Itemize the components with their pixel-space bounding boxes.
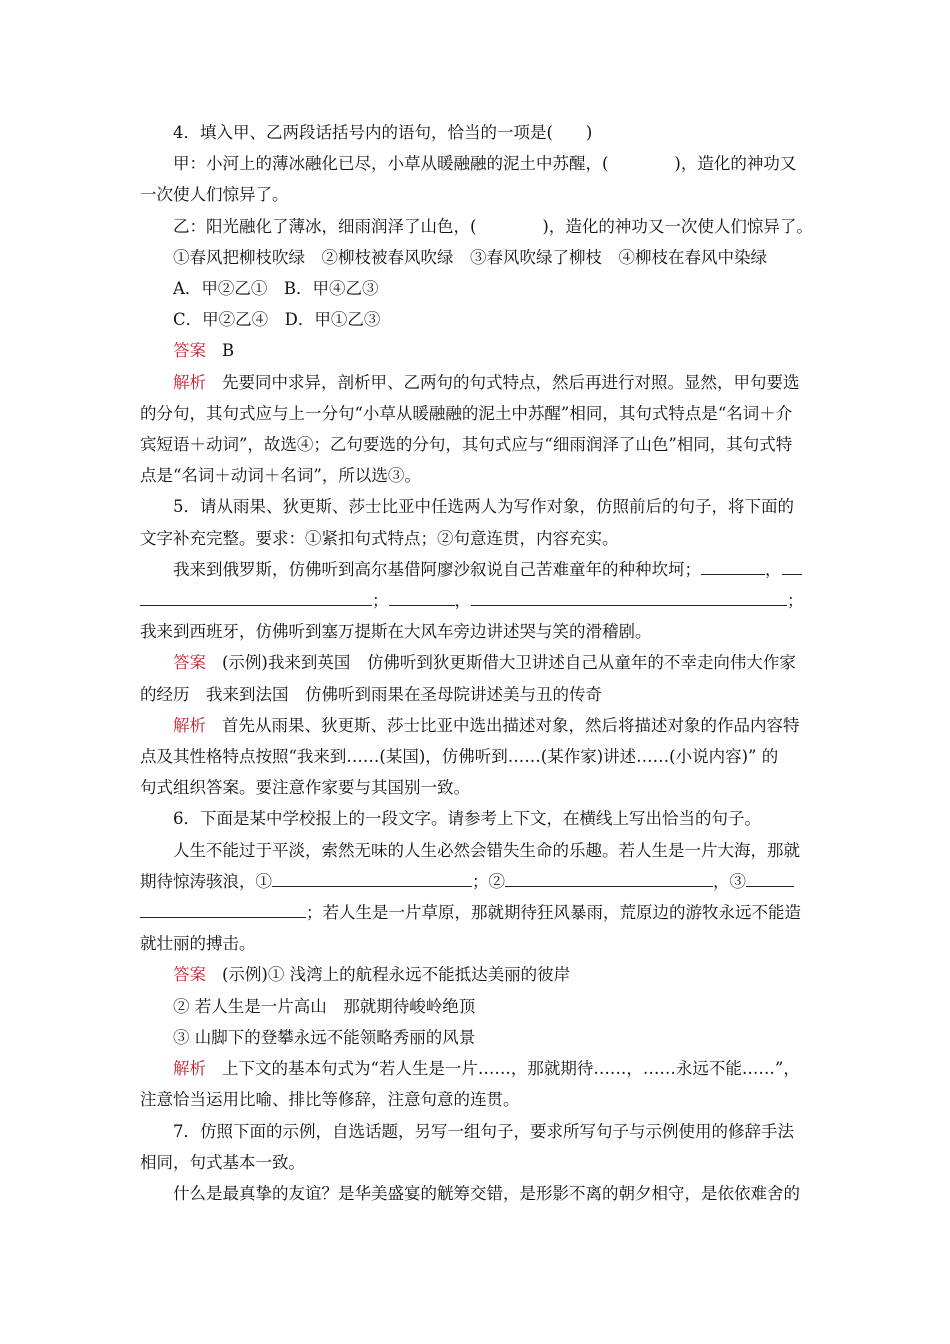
q4-analysis-line2: 的分句，其句式应与上一分句“小草从暖融融的泥土中苏醒”相同，其句式特点是“名词＋介	[140, 403, 793, 423]
comma: ，	[454, 591, 471, 611]
analysis-label: 解析	[173, 372, 206, 392]
q6-text-line2	[140, 866, 816, 897]
blank-line	[782, 558, 802, 575]
answer-text: (示例)① 浅湾上的航程永远不能抵达美丽的彼岸	[222, 965, 571, 985]
blank-line	[505, 870, 713, 887]
q4-jia-line2: 一次使人们惊异了。	[140, 185, 289, 205]
q6-text-line4: 就壮丽的搏击。	[140, 934, 256, 954]
q5-analysis-line2: 点及其性格特点按照“我来到……(某国)，仿佛听到……(某作家)讲述……(小说内容)” 的	[140, 747, 779, 767]
q4-analysis-line1	[140, 367, 816, 398]
q6-text-line3	[140, 897, 816, 928]
comma: ，	[765, 559, 782, 579]
q4-jia-line1: 甲：小河上的薄冰融化已尽，小草从暖融融的泥土中苏醒，( )，造化的神功又	[173, 154, 797, 174]
q6-answer-line1	[140, 959, 816, 990]
q5-analysis-line1	[140, 710, 816, 741]
analysis-label: 解析	[173, 715, 206, 735]
semicolon: ；	[787, 591, 804, 611]
blank-line	[140, 901, 306, 918]
blank-line	[272, 870, 472, 887]
analysis-text: 首先从雨果、狄更斯、莎士比亚中选出描述对象，然后将描述对象的作品内容特	[222, 715, 800, 735]
q6-analysis-line2: 注意恰当运用比喻、排比等修辞，注意句意的连贯。	[140, 1090, 520, 1110]
q5-stem-line1: 5．请从雨果、狄更斯、莎士比亚中任选两人为写作对象，仿照前后的句子，将下面的	[173, 497, 794, 517]
q6-answer-line3: ③ 山脚下的登攀永远不能领略秀丽的风景	[173, 1027, 476, 1047]
answer-text: (示例)我来到英国 仿佛听到狄更斯借大卫讲述自己从童年的不幸走向伟大作家	[222, 653, 796, 673]
blank-line	[389, 589, 455, 606]
q6-text2c: ，③	[713, 871, 746, 891]
q6-analysis-line1	[140, 1053, 816, 1084]
answer-text: B	[222, 341, 235, 361]
answer-label: 答案	[173, 965, 206, 985]
q4-stem: 4．填入甲、乙两段话括号内的语句，恰当的一项是( )	[173, 123, 593, 142]
blank-line	[701, 558, 765, 575]
answer-label: 答案	[173, 341, 206, 361]
q4-choice-ab: A．甲②乙① B．甲④乙③	[173, 279, 379, 299]
q5-analysis-line3: 句式组织答案。要注意作家要与其国别一致。	[140, 778, 470, 798]
analysis-text: 上下文的基本句式为“若人生是一片……，那就期待……，……永远不能……”，	[222, 1059, 800, 1079]
q5-answer-line1	[140, 647, 816, 678]
semicolon: ；	[372, 591, 389, 611]
q6-text2b: ；②	[472, 871, 505, 891]
q7-stem-line2: 相同，句式基本一致。	[140, 1152, 305, 1172]
q7-stem-line1: 7．仿照下面的示例，自选话题，另写一组句子，要求所写句子与示例使用的修辞手法	[173, 1121, 794, 1141]
analysis-label: 解析	[173, 1059, 206, 1079]
q5-text-line3: 我来到西班牙，仿佛听到塞万提斯在大风车旁边讲述哭与笑的滑稽剧。	[140, 622, 652, 642]
document-body	[140, 117, 816, 1209]
q4-options: ①春风把柳枝吹绿 ②柳枝被春风吹绿 ③春风吹绿了柳枝 ④柳枝在春风中染绿	[173, 247, 767, 267]
q6-text-line1: 人生不能过于平淡，索然无味的人生必然会错失生命的乐趣。若人生是一片大海，那就	[173, 840, 800, 860]
q4-choice-cd: C．甲②乙④ D．甲①乙③	[173, 310, 381, 330]
q4-yi: 乙：阳光融化了薄冰，细雨润泽了山色，( )，造化的神功又一次使人们惊异了。	[173, 216, 813, 236]
q6-text3: ；若人生是一片草原，那就期待狂风暴雨，荒原边的游牧永远不能造	[306, 903, 801, 923]
q6-stem: 6．下面是某中学校报上的一段文字。请参考上下文，在横线上写出恰当的句子。	[173, 809, 761, 829]
answer-label: 答案	[173, 653, 206, 673]
q4-answer	[140, 335, 816, 366]
q5-text1: 我来到俄罗斯，仿佛听到高尔基借阿廖沙叙说自己苦难童年的种种坎坷；	[173, 559, 701, 579]
q6-text2a: 期待惊涛骇浪，①	[140, 871, 272, 891]
q7-text-line1: 什么是最真挚的友谊？是华美盛宴的觥筹交错，是形影不离的朝夕相守，是依依难舍的	[173, 1183, 800, 1203]
analysis-text: 先要同中求异，剖析甲、乙两句的句式特点，然后再进行对照。显然，甲句要选	[222, 372, 800, 392]
blank-line	[746, 870, 794, 887]
q5-stem-line2: 文字补充完整。要求：①紧扣句式特点；②句意连贯，内容充实。	[140, 528, 619, 548]
q5-answer-line2: 的经历 我来到法国 仿佛听到雨果在圣母院讲述美与丑的传奇	[140, 684, 602, 704]
blank-line	[140, 589, 372, 606]
q4-analysis-line3: 宾短语＋动词”，故选④；乙句要选的分句，其句式应与“细雨润泽了山色”相同，其句式特	[140, 435, 793, 455]
q4-analysis-line4: 点是“名词＋动词＋名词”，所以选③。	[140, 466, 421, 486]
q5-text-line1	[140, 554, 816, 585]
blank-line	[471, 589, 787, 606]
q5-text-line2	[140, 585, 816, 616]
q6-answer-line2: ② 若人生是一片高山 那就期待峻岭绝顶	[173, 996, 476, 1016]
